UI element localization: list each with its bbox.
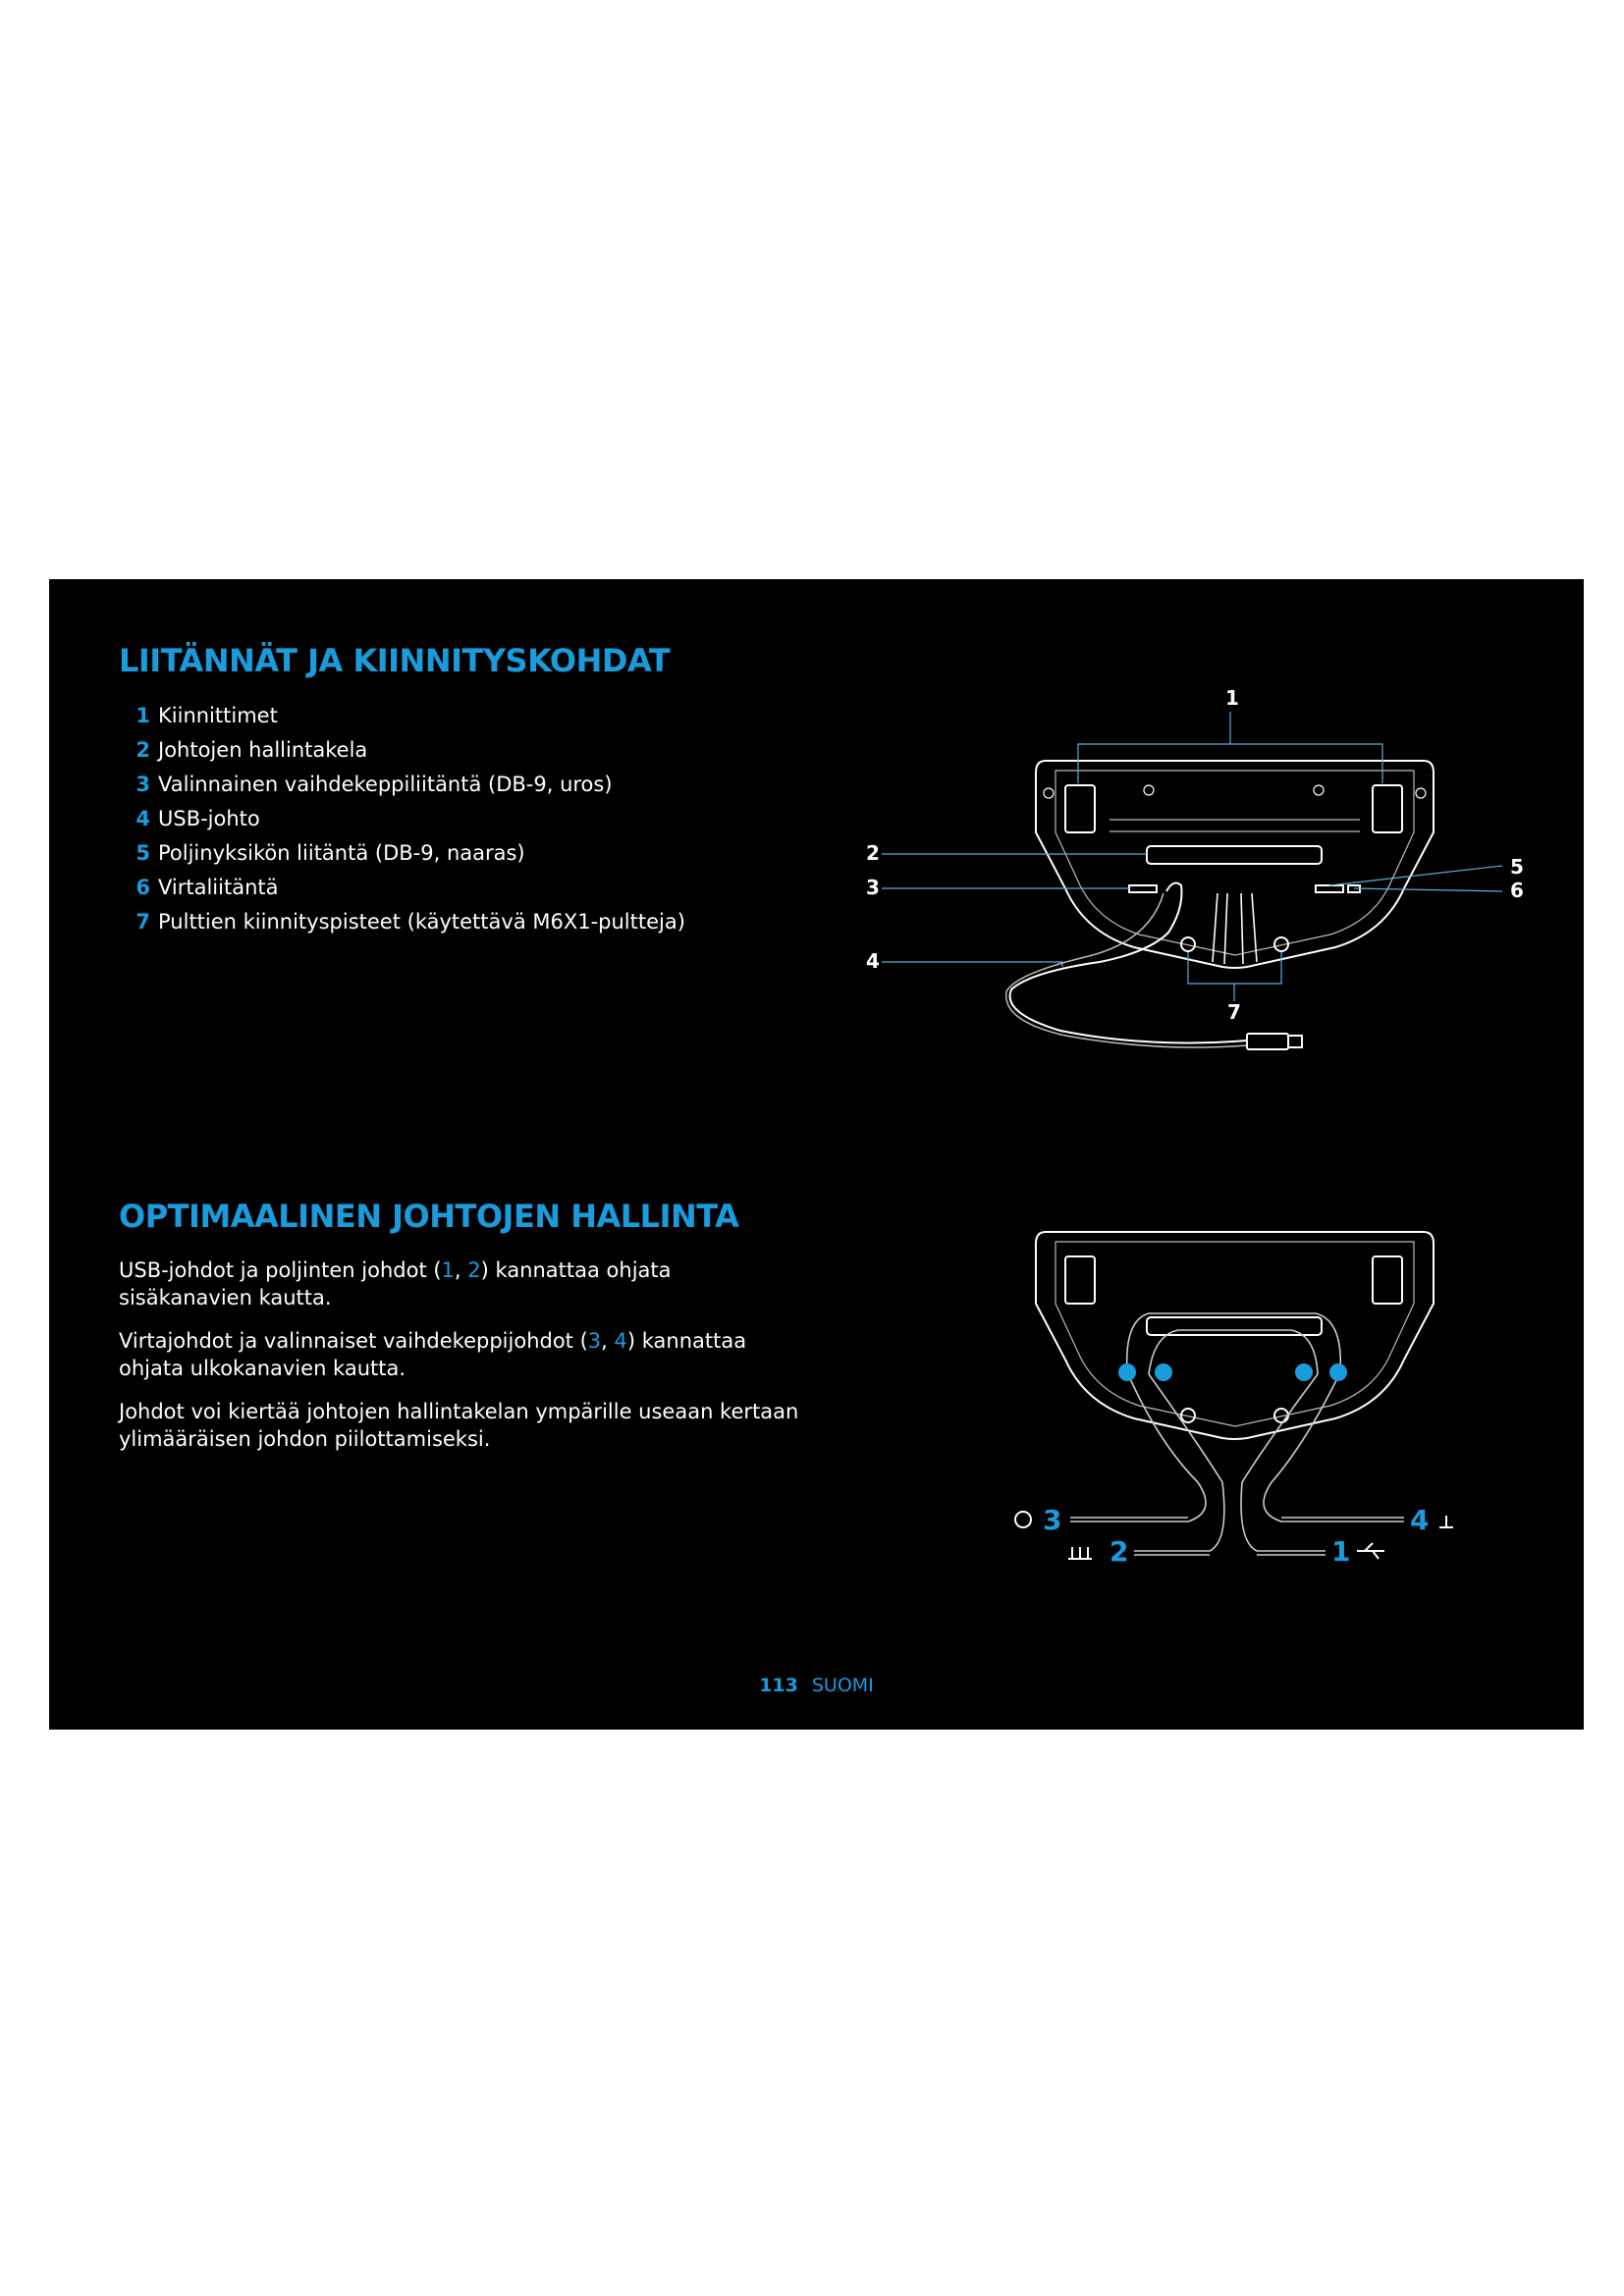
cable-reel: [1147, 846, 1322, 864]
list-item: 2 Johtojen hallintakela: [135, 738, 368, 762]
connections-diagram: [835, 628, 1542, 1099]
list-item: 7 Pulttien kiinnityspisteet (käytettävä M6X1-pultteja): [135, 910, 685, 934]
section-title-cable-management: OPTIMAALINEN JOHTOJEN HALLINTA: [119, 1198, 739, 1235]
routing-label-4: 4: [1410, 1504, 1430, 1536]
paragraph-inner-channels: USB-johdot ja poljinten johdot (1, 2) kannattaa ohjata sisäkanavien kautta.: [119, 1258, 672, 1309]
usb-plug: [1247, 1034, 1288, 1049]
paragraph-outer-channels: Virtajohdot ja valinnaiset vaihdekeppijohdot (3, 4) kannattaa ohjata ulkokanavien kautta.: [119, 1329, 747, 1380]
list-item: 6 Virtaliitäntä: [135, 876, 279, 899]
content-panel: [49, 579, 1584, 1730]
callout-7: 7: [1227, 1000, 1241, 1024]
language-label: SUOMI: [811, 1675, 874, 1696]
channels: [1213, 893, 1257, 964]
page-number: 113: [759, 1675, 798, 1696]
pedals-icon: [1068, 1547, 1092, 1559]
usb-cable: [1010, 883, 1247, 1043]
shifter-icon: [1439, 1516, 1453, 1527]
cable-routing-diagram: [952, 1188, 1542, 1580]
paragraph-cable-reel: Johdot voi kiertää johtojen hallintakelan ympärille useaan kertaan ylimääräisen johdon piilottamiseksi.: [119, 1400, 799, 1451]
routing-label-3: 3: [1043, 1504, 1062, 1536]
callout-2: 2: [866, 841, 880, 865]
clamp-left: [1065, 785, 1095, 832]
shifter-port: [1129, 885, 1157, 892]
list-item: 4 USB-johto: [135, 807, 260, 830]
callout-5: 5: [1510, 855, 1524, 879]
routing-label-2: 2: [1110, 1535, 1129, 1568]
callout-1: 1: [1225, 686, 1239, 710]
pedal-port: [1316, 885, 1343, 892]
list-item: 3 Valinnainen vaihdekeppiliitäntä (DB-9, uros): [135, 773, 613, 796]
callout-3: 3: [866, 876, 880, 899]
parts-legend: [126, 699, 685, 939]
callout-6: 6: [1510, 879, 1524, 902]
power-icon: [1015, 1512, 1031, 1527]
clamp-right: [1373, 1256, 1402, 1304]
usb-icon: [1357, 1543, 1384, 1559]
clamp-left: [1065, 1256, 1095, 1304]
list-item: 5 Poljinyksikön liitäntä (DB-9, naaras): [135, 841, 525, 865]
clamp-right: [1373, 785, 1402, 832]
section-title-connections: LIITÄNNÄT JA KIINNITYSKOHDAT: [119, 642, 671, 679]
callout-4: 4: [866, 949, 880, 973]
page-footer: [49, 1675, 1584, 1696]
list-item: 1 Kiinnittimet: [135, 704, 278, 727]
routing-label-1: 1: [1331, 1535, 1351, 1568]
